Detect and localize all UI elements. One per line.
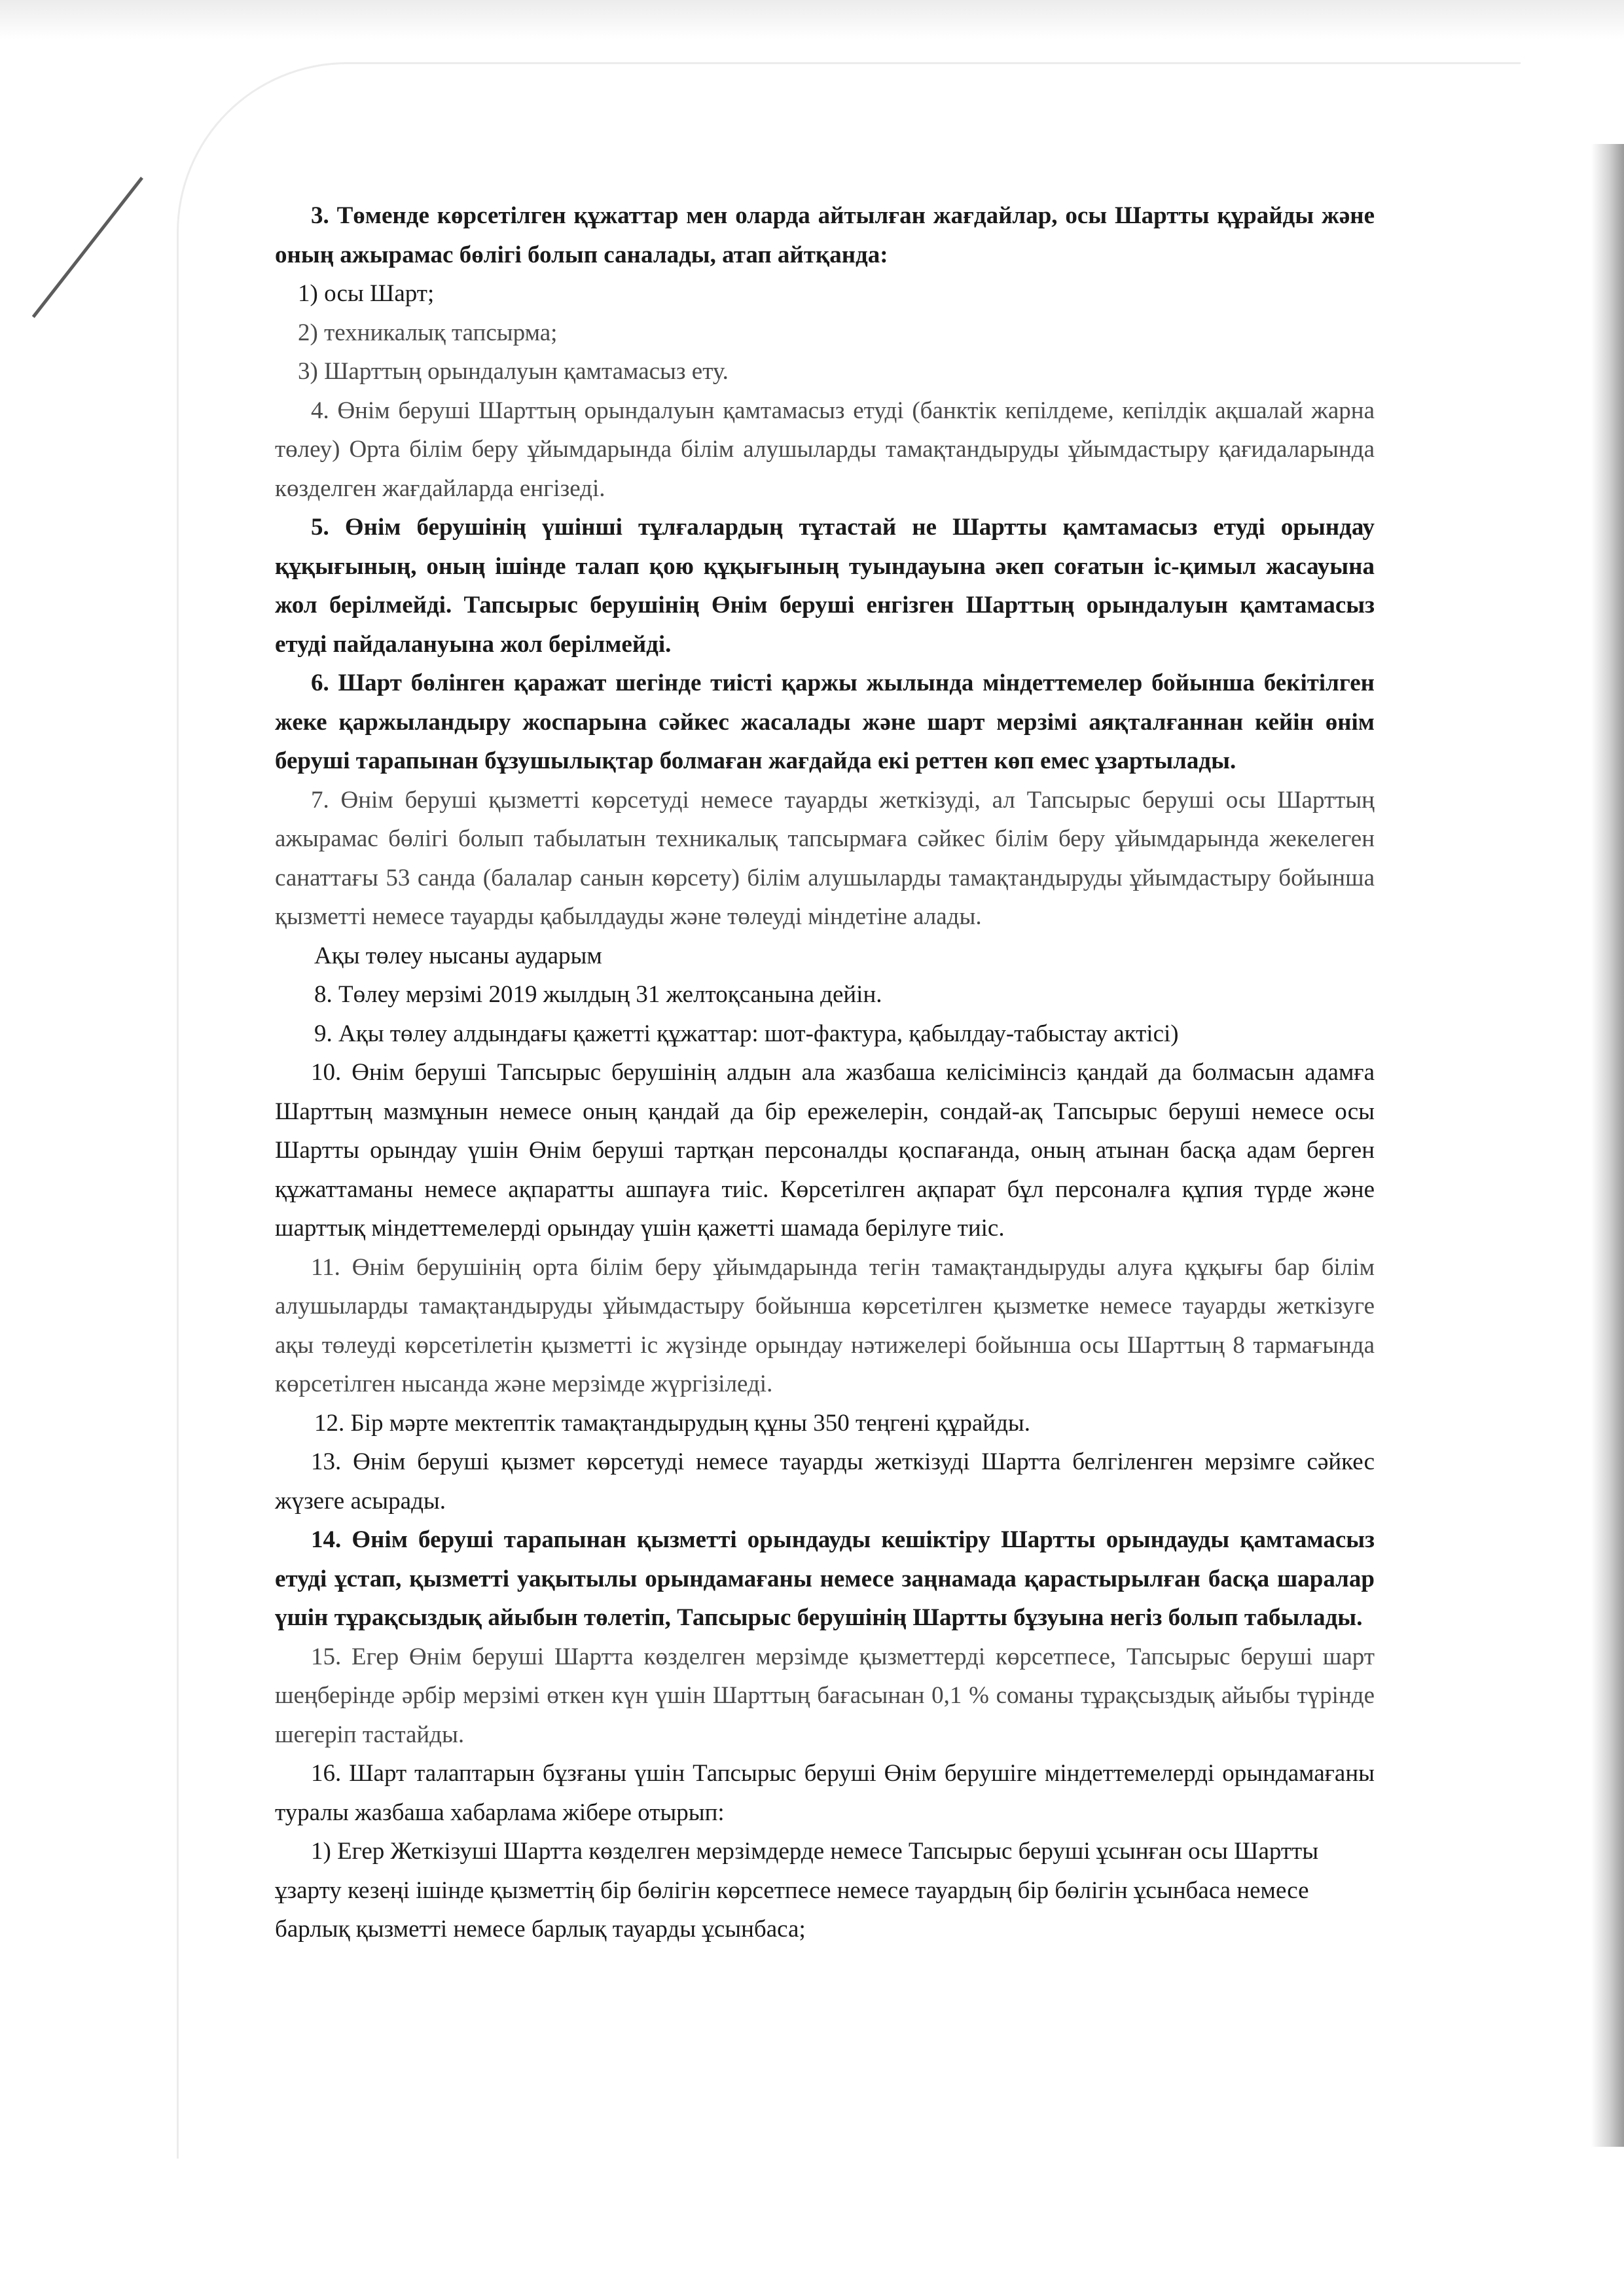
clause-3-item-3: 3) Шарттың орындалуын қамтамасыз ету.: [298, 358, 729, 385]
clause-8: 8. Төлеу мерзімі 2019 жылдың 31 желтоқсанына дейін.: [314, 981, 882, 1008]
clause-9: 9. Ақы төлеу алдындағы қажетті құжаттар: шот-фактура, қабылдау-табыстау актісі): [314, 1020, 1179, 1047]
clause-6: 6. Шарт бөлінген қаражат шегінде тиісті қаржы жылында міндеттемелер бойынша бекітілген жеке қаржыландыру жоспарына сәйкес жасалады және шарт мерзімі аяқталғаннан кейін өнім беруші тарапынан бұзушылықтар болмаған жағдайда екі реттен көп емес ұзартылады.: [275, 670, 1375, 774]
clause-3-item-2: 2) техникалық тапсырма;: [298, 319, 558, 346]
clause-16: 16. Шарт талаптарын бұзғаны үшін Тапсырыс беруші Өнім берушіге міндеттемелерді орындамағаны туралы жазбаша хабарлама жібере отырып:: [275, 1760, 1375, 1826]
clause-10: 10. Өнім беруші Тапсырыс берушінің алдын ала жазбаша келісімінсіз қандай да болмасын адамға Шарттың мазмұнын немесе оның қандай да бір ережелерін, сондай-ақ Тапсырыс беруші немесе осы Шартты орындау үшін Өнім беруші тартқан персоналды қоспағанда, оның атынан басқа адам берген құжаттаманы немесе ақпаратты ашпауға тиіс. Көрсетілген ақпарат бұл персоналға құпия түрде және шарттық міндеттемелерді орындау үшін қажетті шамада берілуге тиіс.: [275, 1059, 1375, 1242]
pen-mark: [32, 177, 143, 318]
clause-15: 15. Егер Өнім беруші Шартта көзделген мерзімде қызметтерді көрсетпесе, Тапсырыс беруші шарт шеңберінде әрбір мерзімі өткен күн үшін Шарттың бағасынан 0,1 % соманы тұрақсыздық айыбы түрінде шегеріп тастайды.: [275, 1643, 1375, 1748]
scan-right-shadow: [1591, 144, 1624, 2147]
clause-13: 13. Өнім беруші қызмет көрсетуді немесе тауарды жеткізуді Шартта белгіленген мерзімге сәйкес жүзеге асырады.: [275, 1448, 1375, 1515]
payment-form: Ақы төлеу нысаны аударым: [314, 942, 602, 969]
clause-3-item-1: 1) осы Шарт;: [298, 280, 435, 307]
clause-11: 11. Өнім берушінің орта білім беру ұйымдарында тегін тамақтандыруды алуға құқығы бар білім алушыларды тамақтандыруды ұйымдастыру бойынша көрсетілген қызметке немесе тауарды жеткізуге ақы төлеуді көрсетілетін қызметті іс жүзінде орындау нәтижелері бойынша осы Шарттың 8 тармағында көрсетілген нысанда және мерзімде жүргізіледі.: [275, 1253, 1375, 1397]
clause-7: 7. Өнім беруші қызметті көрсетуді немесе тауарды жеткізуді, ал Тапсырыс беруші осы Шарттың ажырамас бөлігі болып табылатын техникалық тапсырмаға сәйкес білім беру ұйымдарында жекелеген санаттағы 53 санда (балалар санын көрсету) білім алушыларды тамақтандыруды ұйымдастыру бойынша қызметті немесе тауарды қабылдауды және төлеуді міндетіне алады.: [275, 786, 1375, 930]
clause-14: 14. Өнім беруші тарапынан қызметті орындауды кешіктіру Шартты орындауды қамтамасыз етуді ұстап, қызметті уақытылы орындамағаны немесе заңнамада қарастырылған басқа шаралар үшін тұрақсыздық айыбын төлетіп, Тапсырыс берушінің Шартты бұзуына негіз болып табылады.: [275, 1526, 1375, 1631]
document-body: [275, 196, 1375, 1949]
clause-4: 4. Өнім беруші Шарттың орындалуын қамтамасыз етуді (банктік кепілдеме, кепілдік ақшалай жарна төлеу) Орта білім беру ұйымдарында білім алушыларды тамақтандыруды ұйымдастыру қағидаларында көзделген жағдайларда енгізеді.: [275, 397, 1375, 502]
clause-5: 5. Өнім берушінің үшінші тұлғалардың тұтастай не Шартты қамтамасыз етуді орындау құқығының, оның ішінде талап қою құқығының туындауына әкеп соғатын іс-қимыл жасауына жол берілмейді. Тапсырыс берушінің Өнім беруші енгізген Шарттың орындалуын қамтамасыз етуді пайдалануына жол берілмейді.: [275, 514, 1375, 658]
clause-3: 3. Төменде көрсетілген құжаттар мен оларда айтылған жағдайлар, осы Шартты құрайды және оның ажырамас бөлігі болып саналады, атап айтқанда:: [275, 202, 1375, 268]
clause-12: 12. Бір мәрте мектептік тамақтандырудың құны 350 теңгені құрайды.: [314, 1409, 1031, 1437]
clause-16-item-1: 1) Егер Жеткізуші Шартта көзделген мерзімдерде немесе Тапсырыс беруші ұсынған осы Шартты ұзарту кезеңі ішінде қызметтің бір бөлігін көрсетпесе немесе тауардың бір бөлігін ұсынбаса немесе барлық қызметті немесе барлық тауарды ұсынбаса;: [275, 1838, 1319, 1943]
scan-top-shadow: [0, 0, 1624, 39]
